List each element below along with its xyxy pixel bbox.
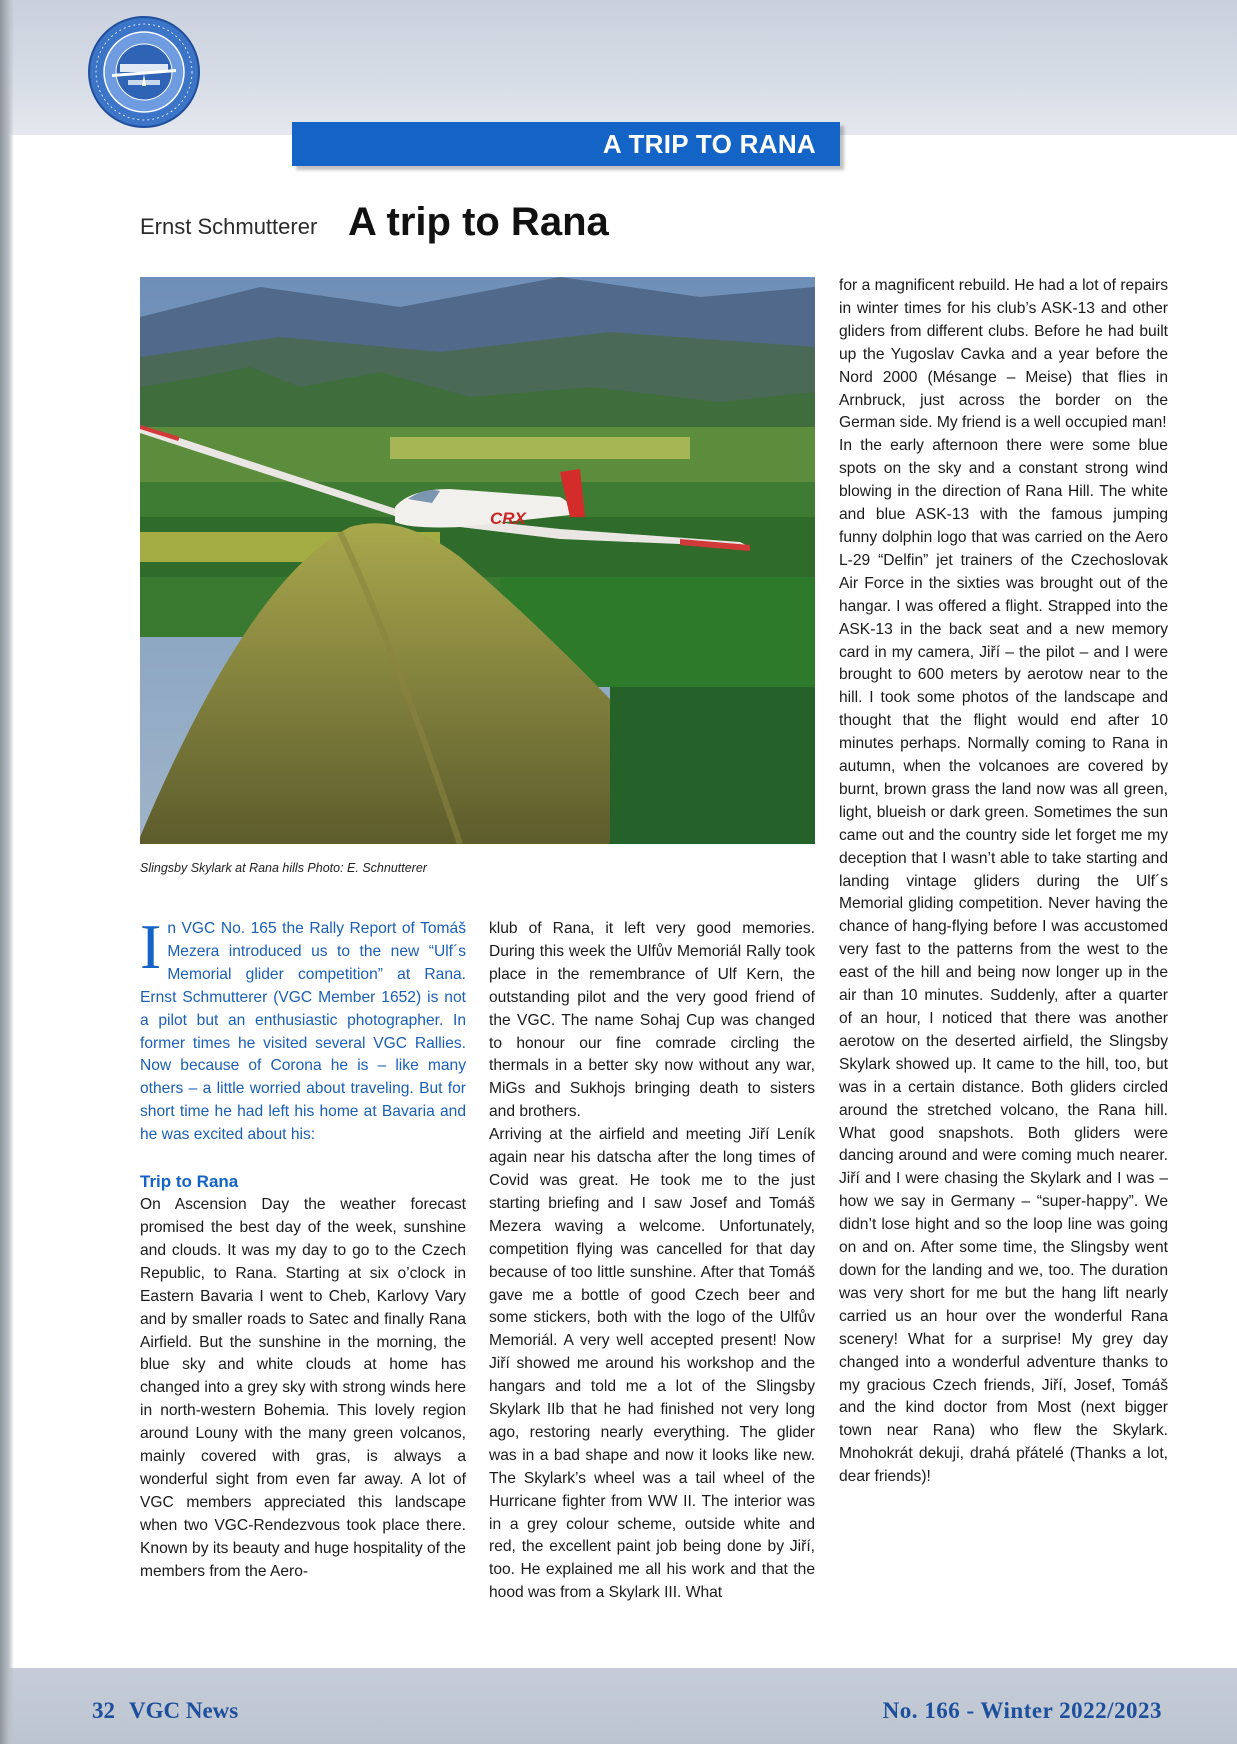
article-author: Ernst Schmutterer xyxy=(140,214,318,239)
drop-cap: I xyxy=(140,911,162,982)
intro-text: n VGC No. 165 the Rally Report of Tomáš Mezera introduced us to the new “Ulf´s Memorial glider competition” at Rana. Ernst Schmutterer (VGC Member 1652) is not a pilot but an enthusiastic photographer. In former times he visited several VGC Rallies. Now because of Corona he is – like many others – a little worried about traveling. But for short time he had left his home at Bavaria and he was excited about his: xyxy=(140,920,466,1144)
magazine-name: VGC News xyxy=(129,1698,239,1723)
body-paragraph: In the early afternoon there were some blue spots on the sky and a constant strong wind blowing in the direction of Rana Hill. The white and blue ASK-13 with the famous jumping funny dolphin logo that was carried on the Aero L-29 “Delfin” jet trainers of the Czechoslovak Air Force in the sixties was brought out of the hangar. I was offered a flight. Strapped into the ASK-13 in the back seat and a new memory card in my camera, Jiří – the pilot – and I were brought to 600 meters by aerotow near to the hill. I took some photos of the landscape and thought that the flight would end after 10 minutes perhaps. Normally coming to Rana in autumn, when the volcanoes are covered by burnt, brown grass the land now was all green, light, blueish or dark green. Sometimes the sun came out and the country side let forget me my deception that I wasn’t able to take starting and landing vintage gliders during the Ulf´s Memorial gliding competition. Never having the chance of hang-flying before I was accustomed very fast to the patterns from the west to the east of the hill and being now longer up in the air than 10 minutes. Suddenly, after a quarter of an hour, I noticed that there was another aerotow on the deserted airfield, the Slingsby Skylark showed up. It came to the hill, too, but was in a certain distance. Both gliders circled around the stretched volcano, the Rana hill. What good snapshots. Both gliders were dancing around and were coming much nearer. Jiří and I were chasing the Skylark and I was – how we say in Germany – “super-happy”. We didn’t lose hight and so the loop line was going on and on. After some time, the Slingsby went down for the landing and we, too. The duration was very short for me but the hang lift nearly carried us an hour over the wonderful Rana scenery! What for a surprise! My grey day changed into a wonderful adventure thanks to my gracious Czech friends, Jiří, Josef, Tomáš and the kind doctor from Most (next bigger town near Rana) who flew the Skylark. Mnohokrát dekuji, drahá přátelé (Thanks a lot, dear friends)! xyxy=(839,437,1168,1486)
subheading: Trip to Rana xyxy=(140,1172,239,1192)
section-banner: A TRIP TO RANA xyxy=(292,122,840,166)
glider-registration: CRX xyxy=(490,509,526,528)
article-title: A trip to Rana xyxy=(348,200,609,244)
intro-paragraph xyxy=(140,911,466,1147)
body-paragraph: Arriving at the airfield and meeting Jiří Leník again near his datscha after the long times of Covid was great. He took me to the just starting briefing and I saw Josef and Tomáš Mezera waving a welcome. Unfortunately, competition flying was cancelled for that day because of too little sunshine. After that Tomáš gave me a bottle of good Czech beer and some stickers, both with the logo of the Ulfův Memoriál. A very well accepted present! Now Jiří showed me around his workshop and the hangars and told me a lot of the Slingsby Skylark IIb that he had finished not very long ago, restoring nearly everything. The glider was in a bad shape and now it looks like new. The Skylark’s wheel was a tail wheel of the Hurricane fighter from WW II. The interior was in a grey colour scheme, outside white and red, the excellent paint job being done by Jiří, too. He explained me all his work and that the hood was from a Skylark III. What xyxy=(489,1126,815,1602)
vgc-club-seal-icon xyxy=(86,14,202,130)
column-3 xyxy=(839,275,1168,1489)
column-2 xyxy=(489,918,815,1605)
page-binding-edge xyxy=(0,0,14,1744)
issue-label: No. 166 - Winter 2022/2023 xyxy=(882,1698,1162,1723)
photo-caption: Slingsby Skylark at Rana hills Photo: E. Schnutterer xyxy=(140,861,427,875)
body-paragraph: for a magnificent rebuild. He had a lot of repairs in winter times for his club’s ASK-13 and other gliders from different clubs. Before he had built up the Yugoslav Cavka and a year before the Nord 2000 (Mésange – Meise) that flies in Arnbruck, just across the border on the German side. My friend is a well occupied man! xyxy=(839,277,1168,432)
column-1 xyxy=(140,911,466,1583)
page-number: 32 xyxy=(92,1698,115,1723)
body-paragraph: klub of Rana, it left very good memories. During this week the Ulfův Memoriál Rally took place in the remembrance of Ulf Kern, the outstanding pilot and the very good friend of the VGC. The name Sohaj Cup was changed to honour our fine comrade circling the thermals in a better sky now without any war, MiGs and Sukhojs bringing death to sisters and brothers. xyxy=(489,920,815,1121)
body-paragraph: On Ascension Day the weather forecast promised the best day of the week, sunshine and clouds. It was my day to go to the Czech Republic, to Rana. Starting at six o’clock in Eastern Bavaria I went to Cheb, Karlovy Vary and by smaller roads to Satec and finally Rana Airfield. But the sunshine in the morning, the blue sky and white clouds at home has changed into a grey sky with strong winds here in north-western Bohemia. This lovely region around Louny with the many green volcanos, mainly covered with gras, is always a wonderful sight from even far away. A lot of VGC members appreciated this landscape when two VGC-Rendezvous took place there. Known by its beauty and huge hospitality of the members from the Aero- xyxy=(140,1196,466,1580)
glider-over-hill-photo-icon xyxy=(140,277,815,844)
footer-left xyxy=(92,1698,238,1724)
